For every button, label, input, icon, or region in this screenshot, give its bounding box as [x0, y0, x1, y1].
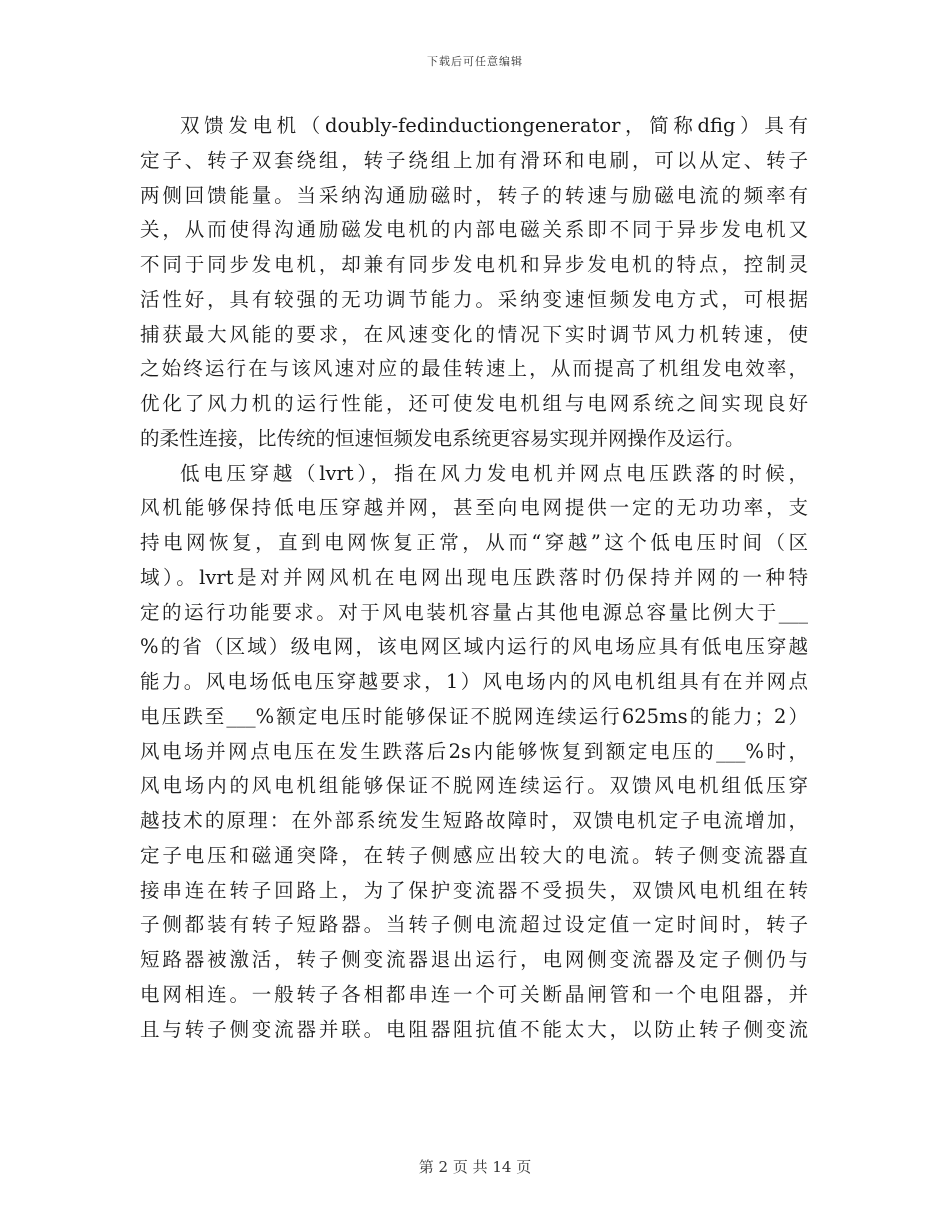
paragraph-line: 捕获最大风能的要求，在风速变化的情况下实时调节风力机转速，使 [140, 322, 808, 346]
paragraph-line: 低电压穿越（lvrt），指在风力发电机并网点电压跌落的时候， [180, 461, 808, 485]
paragraph-line: 风电场并网点电压在发生跌落后2s内能够恢复到额定电压的___%时， [140, 739, 808, 763]
paragraph-line: 且与转子侧变流器并联。电阻器阻抗值不能太大，以防止转子侧变流 [140, 1017, 808, 1041]
paragraph-line: 双馈发电机（doubly-fedinductiongenerator，简称dfig）具有 [180, 114, 808, 137]
paragraph-line: 子侧都装有转子短路器。当转子侧电流超过设定值一定时间时，转子 [140, 913, 808, 937]
paragraph-line: 关，从而使得沟通励磁发电机的内部电磁关系即不同于异步发电机又 [140, 218, 808, 242]
paragraph-line: 定子电压和磁通突降，在转子侧感应出较大的电流。转子侧变流器直 [140, 843, 808, 867]
paragraph-line: 持电网恢复，直到电网恢复正常，从而“穿越”这个低电压时间（区 [140, 531, 808, 554]
paragraph-line: 域）。lvrt是对并网风机在电网出现电压跌落时仍保持并网的一种特 [140, 565, 808, 589]
paragraph-line: 电压跌至___%额定电压时能够保证不脱网连续运行625ms的能力；2） [140, 704, 808, 728]
paragraph-line: 之始终运行在与该风速对应的最佳转速上，从而提高了机组发电效率， [140, 357, 808, 381]
document-body [140, 109, 808, 1047]
paragraph-line: 的柔性连接，比传统的恒速恒频发电系统更容易实现并网操作及运行。 [140, 426, 745, 450]
paragraph-line: 定的运行功能要求。对于风电装机容量占其他电源总容量比例大于___ [140, 600, 808, 624]
paragraph-line: 接串连在转子回路上，为了保护变流器不受损失，双馈风电机组在转 [140, 878, 808, 902]
paragraph-line: 两侧回馈能量。当采纳沟通励磁时，转子的转速与励磁电流的频率有 [140, 183, 808, 207]
paragraph-line: 优化了风力机的运行性能，还可使发电机组与电网系统之间实现良好 [140, 392, 808, 415]
paragraph-line: 电网相连。一般转子各相都串连一个可关断晶闸管和一个电阻器，并 [140, 982, 808, 1006]
page-number-footer: 第 2 页 共 14 页 [418, 1158, 532, 1176]
paragraph-line: 短路器被激活，转子侧变流器退出运行，电网侧变流器及定子侧仍与 [140, 948, 808, 971]
paragraph-line: 定子、转子双套绕组，转子绕组上加有滑环和电刷，可以从定、转子 [140, 148, 808, 172]
paragraph-line: %的省（区域）级电网，该电网区域内运行的风电场应具有低电压穿越 [140, 635, 808, 659]
paragraph-line: 活性好，具有较强的无功调节能力。采纳变速恒频发电方式，可根据 [140, 287, 808, 311]
paragraph-line: 越技术的原理：在外部系统发生短路故障时，双馈电机定子电流增加， [140, 809, 808, 832]
paragraph-line: 不同于同步发电机，却兼有同步发电机和异步发电机的特点，控制灵 [140, 253, 808, 276]
page-header: 下载后可任意编辑 [427, 55, 523, 68]
paragraph-line: 风机能够保持低电压穿越并网，甚至向电网提供一定的无功功率，支 [140, 496, 808, 520]
paragraph-line: 风电场内的风电机组能够保证不脱网连续运行。双馈风电机组低压穿 [140, 774, 808, 798]
paragraph-line: 能力。风电场低电压穿越要求，1）风电场内的风电机组具有在并网点 [140, 670, 808, 693]
